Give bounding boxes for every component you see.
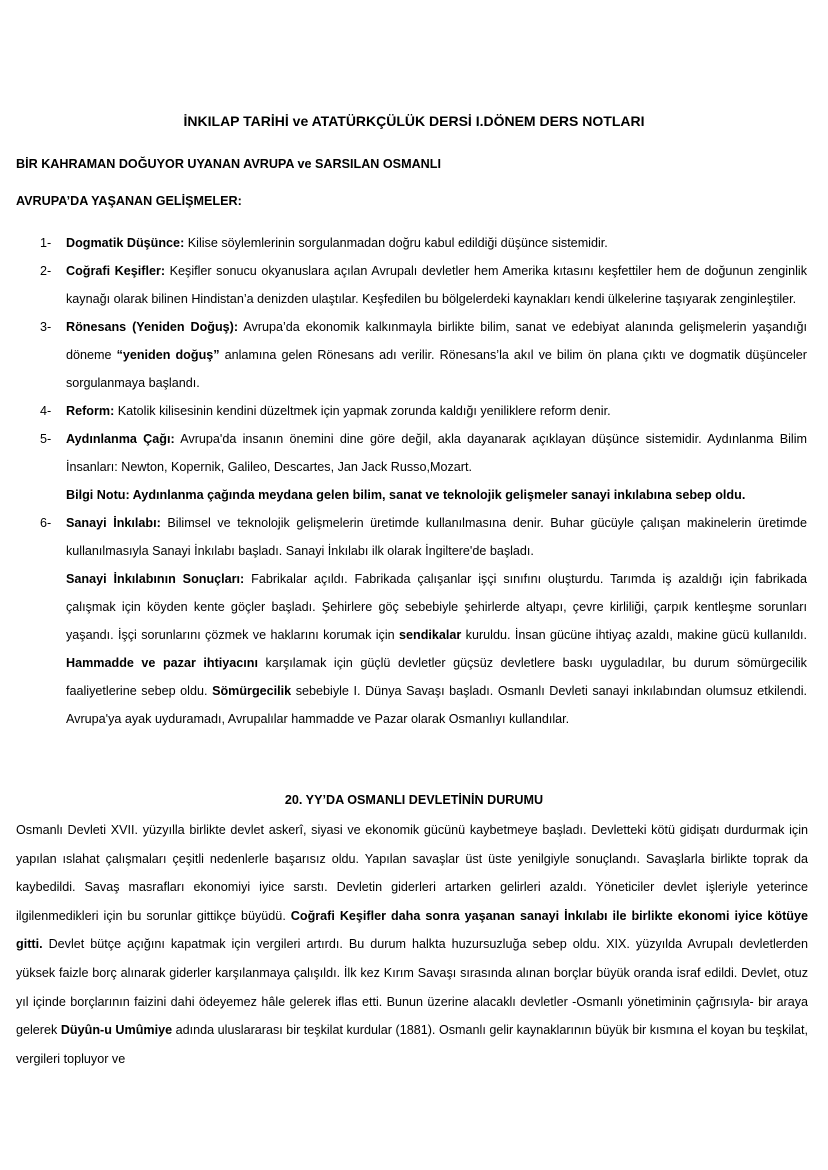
list-item <box>0 229 828 257</box>
item-text: anlamına gelen Rönesans adı verilir. Rönesans’la akıl ve bilim ön plana çıktı ve dogmatik düşünceler sorgulanmaya başlandı. <box>66 348 807 390</box>
section-heading-ottoman: 20. YY’DA OSMANLI DEVLETİNİN DURUMU <box>284 793 544 807</box>
para-text: adında uluslararası bir teşkilat kurdular (1881). Osmanlı gelir kaynaklarının büyük bir kısmına el koyan bu teşkilat, vergileri topluyor ve <box>16 1023 808 1066</box>
sub-emphasis: sendikalar <box>399 628 462 642</box>
sub-text: Fabrikalar açıldı. Fabrikada çalışanlar işçi sınıfını oluşturdu. Tarımda iş azaldığı için fabrikada çalışmak için köyden kente göçler başladı. Şehirlere göç sebebiyle şehirlerde altyapı, çevre kirliliği, çarpık kentleşme sorunları yaşandı. İşçi sorunlarını çözmek ve haklarını korumak için <box>66 572 807 642</box>
para-text: Osmanlı Devleti XVII. yüzyılla birlikte devlet askerî, siyasi ve ekonomik gücünü kaybetmeye başladı. Devletteki kötü gidişatı durdurmak için yapılan ıslahat çalışmaları çeşitli nedenlerle başarısız oldu. Yapılan savaşlar üst üste yenilgiyle sonuçlandı. Savaşlarla birlikte toprak da kaybedildi. Savaş masrafları ekonomiyi iyice sarstı. Devletin giderleri artarken gelirleri azaldı. Yöneticiler devlet işleriyle yeterince ilgilenmedikleri için bu sorunlar gittikçe büyüdü. <box>16 823 808 923</box>
item-number: 5- <box>40 432 52 446</box>
para-emphasis: Düyûn-u Umûmiye <box>60 1023 173 1038</box>
list-item <box>0 313 828 397</box>
item-number: 4- <box>40 404 52 418</box>
document-title: İNKILAP TARİHİ ve ATATÜRKÇÜLÜK DERSİ I.DÖNEM DERS NOTLARI <box>183 113 645 129</box>
item-term: Dogmatik Düşünce: <box>66 236 185 250</box>
list-item <box>0 425 828 509</box>
sub-emphasis: Sömürgecilik <box>212 684 292 698</box>
item-number: 1- <box>40 236 52 250</box>
item-term: Aydınlanma Çağı: <box>66 432 175 446</box>
item-text: Bilimsel ve teknolojik gelişmelerin üretimde kullanılmasına denir. Buhar gücüyle çalışan makinelerin üretimde kullanılmasıyla Sanayi İnkılabı başladı. Sanayi İnkılabı ilk olarak İngiltere'de başladı. <box>66 516 808 558</box>
section-heading-europe: AVRUPA’DA YAŞANAN GELİŞMELER: <box>16 194 242 208</box>
item-term: Coğrafi Keşifler: <box>66 264 166 278</box>
item-text: Avrupa'da insanın önemini dine göre değil, akla dayanarak açıklayan düşünce sistemidir. Aydınlanma Bilim İnsanları: Newton, Kopernik, Galileo, Descartes, Jan Jack Russo,Mozart. <box>66 432 807 474</box>
list-item <box>0 257 828 313</box>
sub-emphasis: Hammadde ve pazar ihtiyacını <box>66 656 258 670</box>
item-term: Sanayi İnkılabı: <box>66 516 161 530</box>
ottoman-paragraph <box>16 816 808 1073</box>
item-emphasis: “yeniden doğuş” <box>116 348 220 362</box>
list-item <box>0 397 828 425</box>
sub-text: sebebiyle I. Dünya Savaşı başladı. Osmanlı Devleti sanayi inkılabından olumsuz etkilendi. Avrupa'ya ayak uyduramadı, Avrupalılar hammadde ve Pazar olarak Osmanlıyı kullandılar. <box>66 684 808 726</box>
sub-text: karşılamak için güçlü devletler güçsüz devletlere baskı uyguladılar, bu durum sömürgecilik faaliyetlerine sebep oldu. <box>66 656 807 698</box>
item-number: 6- <box>40 516 52 530</box>
item-number: 2- <box>40 264 52 278</box>
para-emphasis: Coğrafi Keşifler daha sonra yaşanan sanayi İnkılabı ile birlikte ekonomi iyice kötüye gitti. <box>16 908 809 952</box>
para-text: Devlet bütçe açığını kapatmak için vergileri artırdı. Bu durum halkta huzursuzluğa sebep oldu. XIX. yüzyılda Avrupalı devletlerden yüksek faizle borç alınarak giderler karşılanmaya çalışıldı. İlk kez Kırım Savaşı sırasında alınan borçlar büyük oranda israf edildi. Devlet, otuz yıl içinde borçlarının faizini dahi ödeyemez hâle gelerek iflas etti. Bunun üzerine alacaklı devletler -Osmanlı yönetiminin çağrısıyla- bir araya gelerek <box>16 937 808 1038</box>
list-item <box>0 509 828 733</box>
item-text: Katolik kilisesinin kendini düzeltmek için yapmak zorunda kaldığı yeniliklere reform denir. <box>114 404 611 418</box>
item-text: Kilise söylemlerinin sorgulanmadan doğru kabul edildiği düşünce sistemidir. <box>184 236 608 250</box>
item-term: Rönesans (Yeniden Doğuş): <box>66 320 239 334</box>
developments-list <box>0 229 828 733</box>
item-text: Keşifler sonucu okyanuslara açılan Avrupalı devletler hem Amerika kıtasını keşfettiler hem de doğunun zenginlik kaynağı olarak bilinen Hindistan’a denizden ulaştılar. Keşfedilen bu bölgelerdeki kaynakları kendi ülkelerine taşıyarak zenginleştiler. <box>66 264 807 306</box>
subtitle: BİR KAHRAMAN DOĞUYOR UYANAN AVRUPA ve SARSILAN OSMANLI <box>16 157 441 171</box>
item-number: 3- <box>40 320 52 334</box>
item-term: Reform: <box>66 404 115 418</box>
info-note: Bilgi Notu: Aydınlanma çağında meydana gelen bilim, sanat ve teknolojik gelişmeler sanayi inkılabına sebep oldu. <box>66 488 746 502</box>
sub-text: kuruldu. İnsan gücüne ihtiyaç azaldı, makine gücü kullanıldı. <box>461 628 807 642</box>
item-text: Avrupa’da ekonomik kalkınmayla birlikte bilim, sanat ve edebiyat alanında gelişmelerin yaşandığı döneme <box>66 320 807 362</box>
sub-term: Sanayi İnkılabının Sonuçları: <box>66 572 245 586</box>
